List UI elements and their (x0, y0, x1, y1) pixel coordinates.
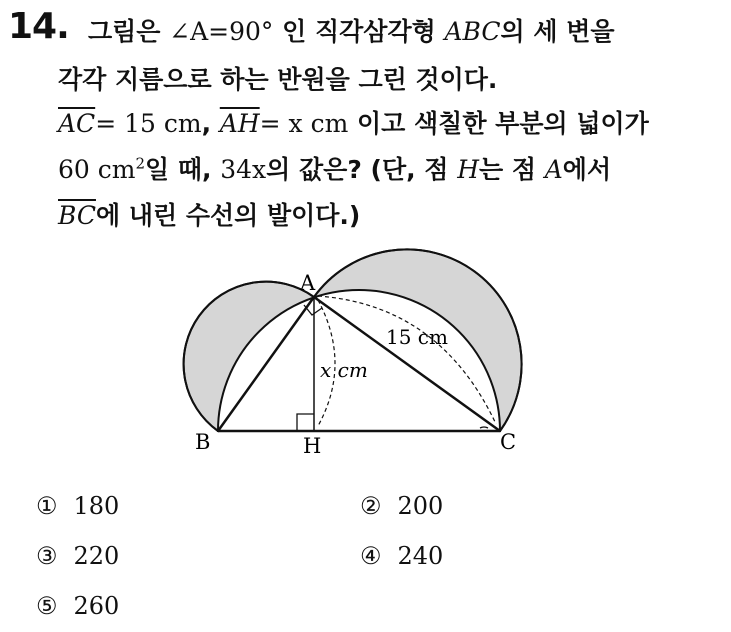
label-h: H (303, 434, 322, 458)
question-number: 14. (8, 6, 69, 47)
label-c: C (500, 430, 517, 454)
label-ac-length: 15 cm (386, 325, 448, 349)
question-line-1: 그림은 ∠A=90° 인 직각삼각형 ABC의 세 변을 (88, 17, 615, 46)
label-a: A (300, 271, 316, 295)
question-line-5: $\overline{BC}$에 내린 수선의 발이다.) (58, 201, 361, 230)
choice-4[interactable]: ④ 240 (360, 542, 444, 570)
question-line-2: 각각 지름으로 하는 반원을 그린 것이다. (58, 65, 498, 94)
label-b: B (195, 430, 211, 454)
choice-5[interactable]: ⑤ 260 (36, 592, 120, 620)
label-ah-length: x cm (320, 358, 368, 382)
question-line-4: 60 $cm^2$일 때, 34x의 값은? (단, 점 H는 점 A에서 (58, 154, 612, 184)
choice-3[interactable]: ③ 220 (36, 542, 120, 570)
choice-2[interactable]: ② 200 (360, 492, 444, 520)
choice-1[interactable]: ① 180 (36, 492, 120, 520)
question-line-3: $\overline{AC}= 15$ cm, $\overline{AH}= x$ cm 이고 색칠한 부분의 넓이가 (58, 109, 649, 138)
